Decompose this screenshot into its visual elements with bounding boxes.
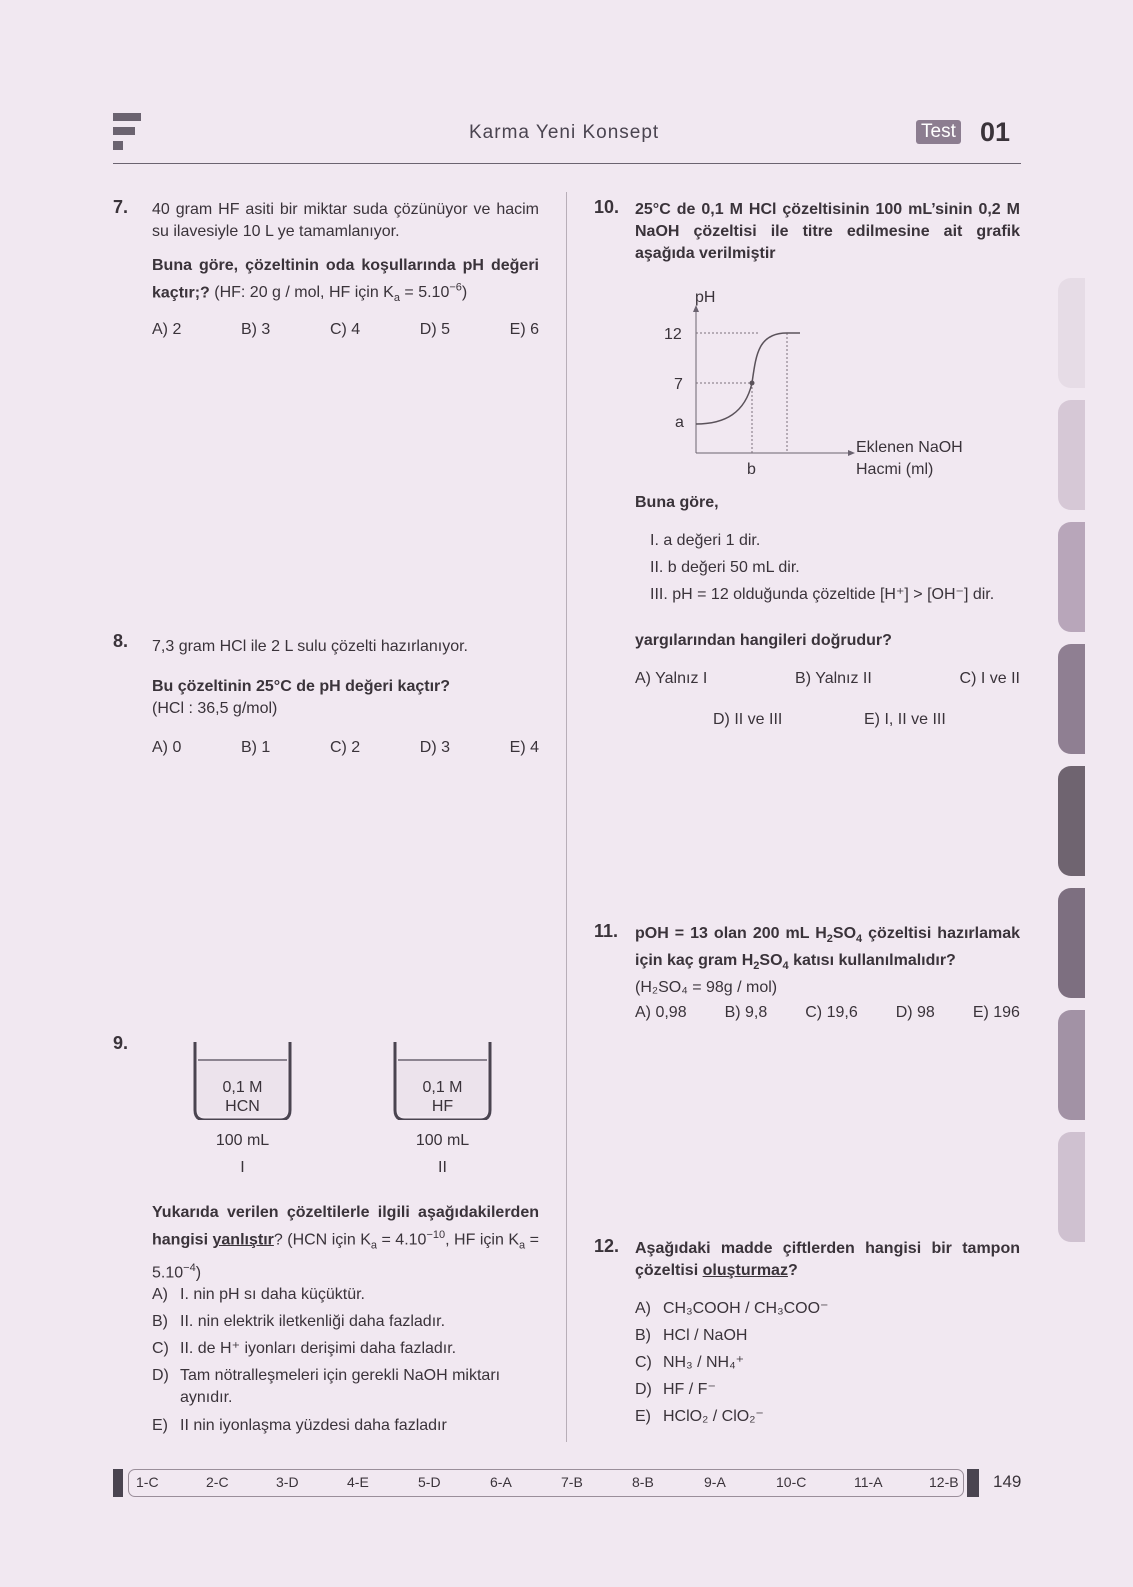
q8-given: (HCl : 36,5 g/mol) [152, 700, 278, 717]
x-axis-arrow-icon [848, 450, 855, 456]
q10-question: yargılarından hangileri doğrudur? [635, 632, 892, 649]
q8-option-c[interactable]: C) 2 [329, 739, 361, 756]
q10-option-b[interactable]: B) Yalnız II [795, 670, 872, 687]
q7-option-c[interactable]: C) 4 [329, 321, 361, 338]
section-tab-4[interactable] [1058, 644, 1085, 754]
q7-stem: 40 gram HF asiti bir miktar suda çözünüyor ve hacim su ilavesiyle 10 L ye tamamlanıyor. [152, 201, 539, 240]
q10-number: 10. [594, 197, 620, 217]
q9-question: Yukarıda verilen çözeltilerle ilgili aşağıdakilerden hangisi yanlıştır? (HCN için $K_a = 4.10^{-10}$, HF için $K_a = 5.10^{-4}$) [152, 1204, 539, 1281]
answer-6: 6-A [490, 1474, 512, 1490]
q10-statement-3: III. pH = 12 olduğunda çözeltide [H⁺] > [OH⁻] dir. [650, 586, 995, 603]
q7-question [152, 255, 539, 310]
q9-negation: yanlıştır [212, 1231, 274, 1249]
beaker-2-concentration: 0,1 M [422, 1079, 463, 1096]
y-tick-7: 7 [674, 376, 683, 393]
q7-option-e[interactable]: E) 6 [509, 321, 539, 338]
q8-option-a[interactable]: A) 0 [152, 739, 182, 756]
q12-option-e[interactable]: E) HClO₂ / ClO₂⁻ [635, 1408, 764, 1425]
q11-question: pOH = 13 olan 200 mL $H_2SO_4$ çözeltisi hazırlamak için kaç gram $H_2SO_4$ katısı kullanılmalıdır? (H₂SO₄ = 98g / mol) [635, 923, 1020, 999]
x-tick-b: b [747, 461, 756, 478]
q11-option-a[interactable]: A) 0,98 [635, 1004, 687, 1021]
q11-options [635, 1004, 1020, 1022]
beaker-1-volume: 100 mL [215, 1132, 270, 1149]
section-tab-8[interactable] [1058, 1132, 1085, 1242]
q7-text [152, 199, 539, 310]
answer-3: 3-D [276, 1474, 299, 1490]
header-title: Karma Yeni Konsept [469, 122, 660, 143]
beaker-2-roman: II [438, 1159, 447, 1176]
q12-option-b[interactable]: B) HCl / NaOH [635, 1327, 748, 1344]
y-axis-label: pH [695, 289, 716, 306]
q10-statement-1: I. a değeri 1 dir. [650, 532, 761, 549]
q9-option-a[interactable]: A) I. nin pH sı daha küçüktür. [152, 1286, 365, 1303]
q7-question-text: Buna göre, çözeltinin oda koşullarında pH değeri kaçtır;? [152, 257, 539, 302]
answer-11: 11-A [854, 1474, 883, 1490]
y-axis-arrow-icon [693, 305, 699, 312]
section-tab-1[interactable] [1058, 278, 1085, 388]
q7-options [152, 321, 539, 339]
answer-5: 5-D [418, 1474, 441, 1490]
q12-question: Aşağıdaki madde çiftlerden hangisi bir tampon çözeltisi oluşturmaz? [635, 1240, 1020, 1279]
column-divider [566, 192, 567, 1442]
q11-given: (H₂SO₄ = 98g / mol) [635, 979, 778, 997]
q11-option-b[interactable]: B) 9,8 [724, 1004, 768, 1021]
answer-10: 10-C [776, 1474, 807, 1490]
answer-9: 9-A [704, 1474, 726, 1490]
page-number: 149 [993, 1472, 1022, 1491]
section-tab-7[interactable] [1058, 1010, 1085, 1120]
q11-option-c[interactable]: C) 19,6 [805, 1004, 858, 1021]
publisher-logo-icon [113, 113, 141, 153]
beaker-1-substance: HCN [225, 1098, 260, 1115]
q8-option-e[interactable]: E) 4 [509, 739, 539, 756]
answer-key-left-marker [113, 1469, 123, 1497]
q12-negation: oluşturmaz [702, 1262, 788, 1279]
section-tab-3[interactable] [1058, 522, 1085, 632]
q10-option-c[interactable]: C) I ve II [959, 670, 1020, 687]
answer-4: 4-E [347, 1474, 369, 1490]
section-tab-6[interactable] [1058, 888, 1085, 998]
q12-options [635, 1295, 828, 1430]
q7-given: (HF: 20 g / mol, HF için $K_a = 5.10^{-6}$) [214, 282, 468, 305]
q8-option-d[interactable]: D) 3 [419, 739, 451, 756]
equivalence-point [750, 381, 755, 386]
header-rule [113, 163, 1021, 164]
q11-option-e[interactable]: E) 196 [972, 1004, 1020, 1021]
q7-option-b[interactable]: B) 3 [240, 321, 271, 338]
answer-7: 7-B [561, 1474, 583, 1490]
q11-number: 11. [594, 921, 619, 941]
answer-key-bar [128, 1469, 964, 1497]
q12-number: 12. [594, 1236, 620, 1256]
q8-option-b[interactable]: B) 1 [240, 739, 271, 756]
q10-lead: Buna göre, [635, 494, 719, 511]
answer-1: 1-C [136, 1474, 159, 1490]
q12-option-a[interactable]: A) CH₃COOH / CH₃COO⁻ [635, 1300, 829, 1317]
q9-options [152, 1281, 547, 1439]
q10-option-e[interactable]: E) I, II ve III [864, 711, 946, 728]
q10-option-d[interactable]: D) II ve III [713, 711, 783, 728]
q7-option-a[interactable]: A) 2 [152, 321, 182, 338]
q10-text: 25°C de 0,1 M HCl çözeltisinin 100 mL’sinin 0,2 M NaOH çözeltisi ile titre edilmesine ait grafik aşağıda verilmiştir [635, 201, 1020, 262]
beaker-2-volume: 100 mL [415, 1132, 470, 1149]
q9-option-d[interactable]: D) Tam nötralleşmeleri için gerekli NaOH miktarı aynıdır. [152, 1367, 501, 1406]
beaker-1-label [195, 1078, 290, 1116]
beaker-2-label [395, 1078, 490, 1116]
q7-option-d[interactable]: D) 5 [419, 321, 451, 338]
q9-option-b[interactable]: B) II. nin elektrik iletkenliği daha fazladır. [152, 1313, 446, 1330]
q12-option-c[interactable]: C) NH₃ / NH₄⁺ [635, 1354, 745, 1371]
q8-options [152, 739, 539, 757]
q9-option-c[interactable]: C) II. de H⁺ iyonları derişimi daha fazladır. [152, 1340, 457, 1357]
test-badge: Test [916, 120, 961, 144]
q10-option-a[interactable]: A) Yalnız I [635, 670, 708, 687]
q11-option-d[interactable]: D) 98 [895, 1004, 935, 1021]
section-tab-5-active[interactable] [1058, 766, 1085, 876]
q9-number: 9. [113, 1033, 129, 1053]
answer-key-right-marker [967, 1469, 979, 1497]
y-tick-a: a [675, 414, 684, 431]
q8-number: 8. [113, 631, 129, 651]
answer-12: 12-B [929, 1474, 959, 1490]
beaker-2-substance: HF [431, 1098, 454, 1115]
q8-text: 7,3 gram HCl ile 2 L sulu çözelti hazırlanıyor. [152, 638, 468, 655]
beaker-1-roman: I [240, 1159, 245, 1176]
q10-options-row1 [635, 670, 1020, 688]
answer-8: 8-B [632, 1474, 654, 1490]
q10-statements [650, 527, 994, 608]
x-axis-label: Eklenen NaOH Hacmi (ml) [856, 439, 963, 478]
titration-curve [696, 333, 800, 424]
q7-number: 7. [113, 197, 129, 217]
q12-option-d[interactable]: D) HF / F⁻ [635, 1381, 716, 1398]
y-tick-12: 12 [664, 326, 682, 343]
section-tab-2[interactable] [1058, 400, 1085, 510]
beaker-1-concentration: 0,1 M [222, 1079, 263, 1096]
test-number: 01 [980, 117, 1011, 147]
q10-statement-2: II. b değeri 50 mL dir. [650, 559, 800, 576]
q9-option-e[interactable]: E) II nin iyonlaşma yüzdesi daha fazladır [152, 1417, 447, 1434]
q8-question: Bu çözeltinin 25°C de pH değeri kaçtır? [152, 678, 451, 695]
answer-2: 2-C [206, 1474, 229, 1490]
